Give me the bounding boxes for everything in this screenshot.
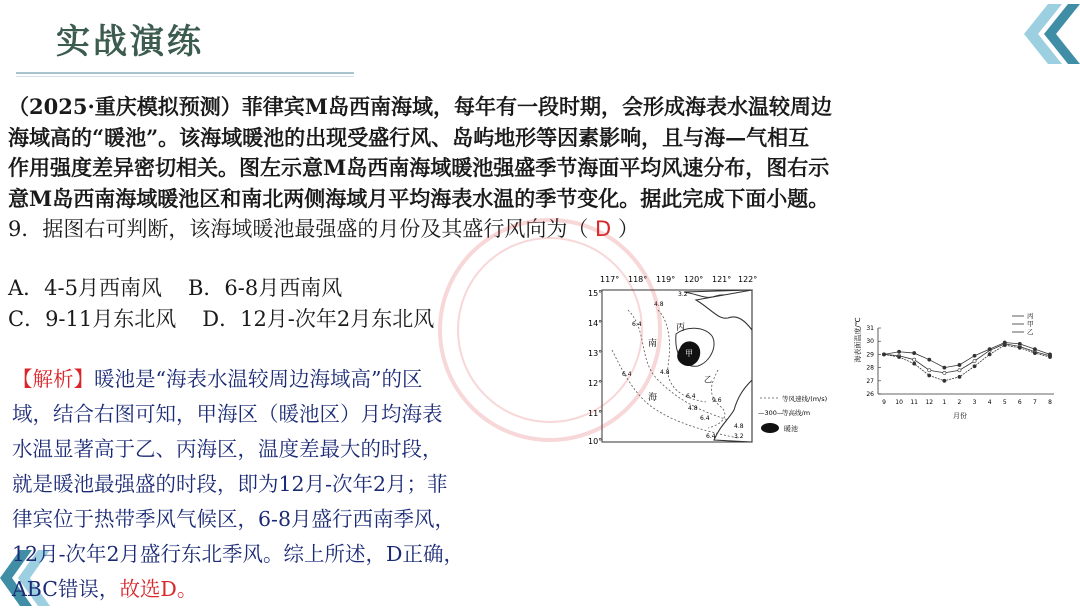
legend-pool: 暖池: [784, 425, 798, 433]
data-point: [943, 379, 946, 382]
legend-pool-swatch: [761, 423, 779, 433]
lat-label: 12°: [588, 379, 603, 388]
contour-label: 4.8: [654, 301, 664, 308]
y-tick-label: 26: [866, 391, 874, 398]
y-tick-label: 27: [866, 377, 874, 385]
data-point: [928, 369, 931, 372]
x-tick-label: 10: [895, 399, 903, 406]
map-label-bing: 丙: [676, 323, 686, 333]
lat-label: 11°: [588, 409, 603, 418]
figure: [588, 270, 1068, 460]
analysis-line: 就是暖池最强盛的时段，即为12月-次年2月；菲: [12, 472, 448, 496]
analysis-block: [12, 362, 592, 607]
y-tick-label: 30: [866, 338, 874, 346]
x-tick-label: 6: [1017, 399, 1022, 406]
x-tick-label: 11: [910, 399, 919, 406]
contour-label: 6.4: [686, 393, 696, 400]
question-passage: [8, 92, 1074, 245]
data-point: [1033, 351, 1036, 354]
data-point: [1003, 344, 1006, 347]
data-point: [1018, 346, 1021, 349]
answer-letter: D: [595, 217, 612, 241]
figure-svg: [588, 270, 1068, 460]
lon-label: 118°: [628, 275, 648, 284]
contour-label: 6.4: [632, 321, 642, 328]
legend-label: 丙: [1027, 312, 1034, 320]
x-tick-label: 12: [925, 399, 934, 406]
data-point: [973, 354, 976, 357]
analysis-line: 水温显著高于乙、丙海区，温度差最大的时段，: [12, 437, 443, 461]
contour-label: 6.4: [622, 371, 632, 378]
x-tick-label: 8: [1048, 399, 1052, 406]
lat-label: 13°: [588, 349, 603, 358]
data-point: [988, 353, 991, 356]
series-line: [884, 344, 1050, 373]
analysis-last-prefix: ABC错误，: [12, 577, 120, 601]
data-point: [897, 355, 900, 358]
question-line: （2025·重庆模拟预测）菲律宾M岛西南海域，每年有一段时期，会形成海表水温较周边: [8, 94, 833, 119]
chart-ylabel: 海表面温度/℃: [854, 317, 862, 363]
map-label-nan: 南: [648, 339, 658, 349]
legend-depth: 等高线/m: [782, 409, 811, 417]
sst-chart: [853, 312, 1054, 420]
data-point: [943, 366, 946, 369]
map-label-yi: 乙: [704, 375, 712, 384]
y-tick-label: 28: [866, 364, 874, 372]
lat-label: 10°: [588, 437, 603, 446]
x-tick-label: 3: [972, 399, 977, 406]
y-tick-label: 31: [866, 325, 874, 332]
data-point: [973, 359, 976, 362]
data-point: [958, 375, 961, 378]
data-point: [928, 374, 931, 377]
series-line: [884, 343, 1050, 368]
data-point: [1018, 342, 1021, 345]
lon-label: 122°: [738, 275, 758, 284]
y-tick-label: 29: [866, 351, 874, 359]
option-d: D．12月-次年2月东北风: [202, 307, 435, 331]
data-point: [913, 362, 916, 365]
legend-label: 甲: [1027, 320, 1034, 328]
contour-label: 4.8: [660, 369, 670, 376]
data-point: [913, 358, 916, 361]
x-tick-label: 9: [882, 399, 886, 406]
data-point: [897, 350, 900, 353]
question-line: 意M岛西南海域暖池区和南北两侧海域月平均海表水温的季节变化。据此完成下面小题。: [8, 185, 830, 211]
contour-label: 4.8: [688, 405, 698, 412]
data-point: [943, 371, 946, 374]
legend-label: 乙: [1027, 328, 1034, 336]
contour-label: 6.4: [706, 433, 716, 440]
x-tick-label: 1: [942, 399, 947, 406]
data-point: [928, 358, 931, 361]
map-label-jia: 甲: [685, 349, 693, 358]
analysis-line: 12月-次年2月盛行东北季风。综上所述，D正确，: [12, 542, 464, 566]
chevron-left-icon: [1010, 0, 1080, 70]
lat-label: 14°: [588, 319, 603, 328]
analysis-tag: 【解析】: [12, 367, 94, 391]
map-label-hai: 海: [648, 393, 658, 403]
x-tick-label: 7: [1032, 399, 1037, 406]
title-underline-thin: [16, 76, 354, 77]
data-point: [1033, 348, 1036, 351]
data-point: [988, 348, 991, 351]
question-stem: [8, 214, 1074, 245]
analysis-line: 律宾位于热带季风气候区，6-8月盛行西南季风，: [12, 507, 456, 531]
lon-label: 121°: [712, 275, 732, 284]
analysis-line: 暖池是“海表水温较周边海域高”的区: [94, 367, 423, 391]
lon-label: 119°: [656, 275, 676, 284]
contour-label: 6.4: [700, 415, 710, 422]
analysis-conclusion: 故选D。: [119, 577, 198, 601]
contour-label: 9.6: [712, 397, 722, 404]
contour-label: 3.2: [734, 433, 744, 440]
legend-depth-num: —300—: [758, 409, 784, 417]
x-tick-label: 4: [987, 399, 992, 406]
title-underline: [16, 72, 354, 74]
lon-label: 117°: [600, 275, 620, 284]
lat-label: 15°: [588, 289, 603, 298]
page-title: 实战演练: [56, 22, 204, 62]
options: [8, 273, 434, 335]
data-point: [1048, 355, 1051, 358]
question-line: 海域高的“暖池”。该海域暖池的出现受盛行风、岛屿地形等因素影响，且与海—气相互: [8, 124, 810, 150]
lon-label: 120°: [684, 275, 704, 284]
data-point: [913, 351, 916, 354]
legend-wind: 等风速线/(m/s): [782, 395, 828, 403]
x-tick-label: 5: [1002, 399, 1007, 406]
stem-suffix: ）: [617, 217, 639, 241]
option-c: C．9-11月东北风: [8, 307, 177, 331]
chart-xlabel: 月份: [953, 412, 967, 420]
x-tick-label: 2: [957, 399, 962, 406]
option-a: A．4-5月西南风: [8, 276, 162, 300]
option-b: B．6-8月西南风: [187, 276, 343, 300]
series-line: [884, 345, 1050, 381]
question-line: 作用强度差异密切相关。图左示意M岛西南海域暖池强盛季节海面平均风速分布，图右示: [8, 155, 830, 180]
data-point: [958, 369, 961, 372]
data-point: [973, 365, 976, 368]
data-point: [958, 363, 961, 366]
stem-prefix: 9．据图右可判断，该海域暖池最强盛的月份及其盛行风向为（: [8, 217, 589, 241]
contour-label: 3.2: [678, 291, 688, 298]
contour-label: 4.8: [734, 423, 744, 430]
data-point: [882, 353, 885, 356]
analysis-line: 域，结合右图可知，甲海区（暖池区）月均海表: [12, 402, 443, 426]
